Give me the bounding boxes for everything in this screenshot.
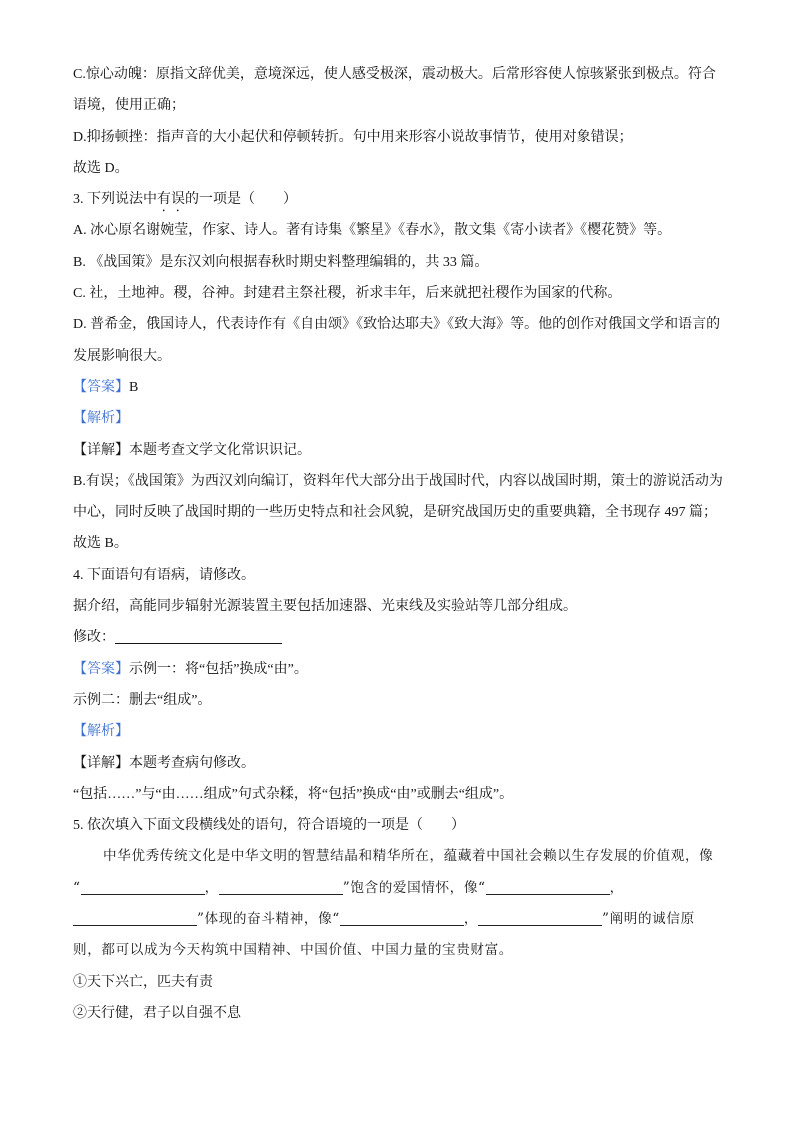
blank-line (486, 880, 610, 895)
q2-conclusion: 故选 D。 (73, 160, 129, 176)
q2-option-d: D.抑扬顿挫：指声音的大小起伏和停顿转折。句中用来形容小说故事情节，使用对象错误； (73, 129, 633, 145)
q4-answer-label: 【答案】 (73, 661, 129, 677)
q5-line3-end: ”阐明的诚信原 (602, 911, 695, 928)
q3-answer (73, 372, 743, 403)
blank-line (340, 911, 464, 926)
q4-answer-text1: 示例一：将“包括”换成“由”。 (129, 661, 308, 677)
q3-stem-before: 3. 下列说法中 (73, 192, 157, 208)
q4-answer-line2: 示例二：删去“组成”。 (73, 692, 212, 708)
q4-revise-row (73, 622, 743, 653)
q5-comma: ， (463, 911, 479, 928)
blank-line (219, 880, 343, 895)
q3-answer-label: 【答案】 (73, 379, 129, 395)
q5-passage-line1: 中华优秀传统文化是中华文明的智慧结晶和精华所在，蕴藏着中国社会赖以生存发展的价值观，像 (103, 848, 714, 865)
q3-answer-value: B (129, 379, 139, 395)
q5-comma: ， (204, 879, 219, 896)
q4-analysis-label: 【解析】 (73, 724, 129, 740)
q3-option-d-line1: D. 普希金，俄国诗人，代表诗作有《自由颂》《致恰达耶夫》《致大海》等。他的创作对俄国文学和语言的 (73, 317, 721, 333)
q5-comma: ， (609, 879, 624, 896)
blank-line (478, 911, 602, 926)
q4-sentence: 据介绍，高能同步辐射光源装置主要包括加速器、光束线及实验站等几部分组成。 (73, 599, 577, 615)
q2-option-c-line2: 语境，使用正确； (73, 98, 185, 114)
q4-detail: 【详解】本题考查病句修改。 (73, 755, 255, 771)
q3-option-d-line2: 发展影响很大。 (73, 348, 171, 364)
q5-stem: 5. 依次填入下面文段横线处的语句，符合语境的一项是（ ） (73, 818, 465, 834)
q4-revise-label: 修改： (73, 630, 115, 646)
q5-line2-middle: ”饱含的爱国情怀，像“ (342, 879, 486, 896)
q4-revise-blank (115, 629, 282, 644)
q5-passage-line3 (73, 904, 743, 935)
blank-line (73, 911, 197, 926)
q3-stem (73, 184, 743, 215)
q5-choice-1: ①天下兴亡，匹夫有责 (73, 974, 213, 990)
q3-stem-emphasis: 有误 (157, 192, 185, 208)
q4-stem: 4. 下面语句有语病，请修改。 (73, 567, 255, 583)
q3-stem-after: 的一项是（ ） (185, 192, 297, 208)
q5-passage-line2 (73, 873, 743, 904)
q3-option-c: C. 社，土地神。稷，谷神。封建君主祭社稷，祈求丰年，后来就把社稷作为国家的代称。 (73, 286, 622, 302)
q4-explanation: “包括……”与“由……组成”句式杂糅，将“包括”换成“由”或删去“组成”。 (73, 786, 514, 802)
q5-open-quote: “ (73, 879, 81, 896)
q5-passage-line4: 则，都可以成为今天构筑中国精神、中国价值、中国力量的宝贵财富。 (73, 942, 514, 959)
q3-detail: 【详解】本题考查文学文化常识识记。 (73, 442, 311, 458)
q5-line3-middle: ”体现的奋斗精神，像“ (197, 911, 340, 928)
q3-explanation-line1: B.有误；《战国策》为西汉刘向编订，资料年代大部分出于战国时代，内容以战国时期，策士的游说活动为 (73, 473, 723, 489)
q4-answer-line1 (73, 654, 743, 685)
blank-line (81, 880, 205, 895)
q3-option-a: A. 冰心原名谢婉莹，作家、诗人。著有诗集《繁星》《春水》，散文集《寄小读者》《樱花赞》等。 (73, 223, 672, 239)
q3-option-b: B. 《战国策》是东汉刘向根据春秋时期史料整理编辑的，共 33 篇。 (73, 254, 489, 270)
q3-explanation-line2: 中心，同时反映了战国时期的一些历史特点和社会风貌，是研究战国历史的重要典籍，全书现存 497 篇； (73, 505, 717, 521)
q5-choice-2: ②天行健，君子以自强不息 (73, 1005, 241, 1021)
q2-option-c-line1: C.惊心动魄：原指文辞优美，意境深远，使人感受极深，震动极大。后常形容使人惊骇紧张到极点。符合 (73, 67, 716, 82)
q3-analysis-label: 【解析】 (73, 411, 129, 427)
q3-conclusion: 故选 B。 (73, 536, 128, 552)
